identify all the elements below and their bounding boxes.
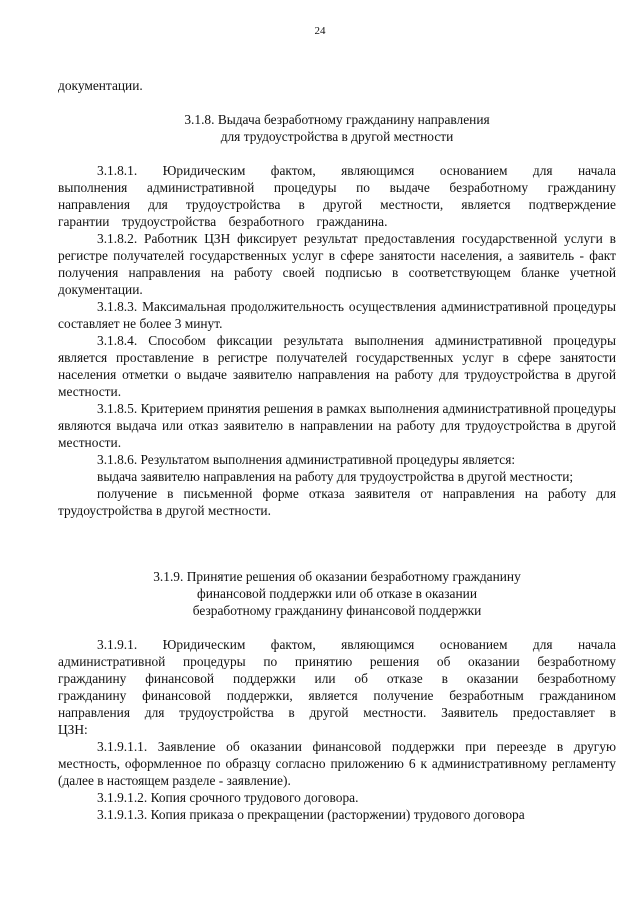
section-heading-line: финансовой поддержки или об отказе в оказании <box>197 586 477 601</box>
paragraph-3-1-8-5: 3.1.8.5. Критерием принятия решения в рамках выполнения административной процедуры являются выдача или отказ заявителю в направлении на работу для трудоустройства в другой местности. <box>58 401 616 450</box>
section-3-1-9-body <box>58 636 616 823</box>
paragraph-3-1-9-1-2: 3.1.9.1.2. Копия срочного трудового договора. <box>97 790 359 805</box>
paragraph-3-1-9-1-1: 3.1.9.1.1. Заявление об оказании финансовой поддержки при переезде в другую местность, оформленное по образцу согласно приложению 6 к административному регламенту (далее в настоящем разделе - заявление). <box>58 739 616 788</box>
continuation-line: документации. <box>58 78 143 93</box>
section-heading-line: 3.1.8. Выдача безработному гражданину направления <box>184 112 490 127</box>
paragraph-3-1-8-4: 3.1.8.4. Способом фиксации результата выполнения административной процедуры является проставление в регистре получателей государственных услуг в сфере занятости населения отметки о выдаче заявителю направления на работу для трудоустройства в другой местности. <box>58 333 616 399</box>
page-number: 24 <box>314 25 326 37</box>
continuation-text <box>58 77 616 94</box>
paragraph-3-1-8-6: 3.1.8.6. Результатом выполнения административной процедуры является: <box>97 452 516 467</box>
result-item-2: получение в письменной форме отказа заявителя от направления на работу для трудоустройства в другой местности. <box>58 486 616 518</box>
section-heading-line: 3.1.9. Принятие решения об оказании безработному гражданину <box>153 569 521 584</box>
paragraph-3-1-8-1: 3.1.8.1. Юридическим фактом, являющимся основанием для начала выполнения административной процедуры по выдаче безработному гражданину направления для трудоустройства в другой местности, является подтверждение гарантии трудоустройства безработного гражданина. <box>58 163 616 229</box>
paragraph-3-1-8-2: 3.1.8.2. Работник ЦЗН фиксирует результат предоставления государственной услуги в регистре получателей государственных услуг в сфере занятости населения, а заявитель - факт получения направления на работу своей подписью в соответствующем бланке учетной документации. <box>58 231 616 297</box>
paragraph-3-1-8-3: 3.1.8.3. Максимальная продолжительность осуществления административной процедуры составляет не более 3 минут. <box>58 299 616 331</box>
section-3-1-8-body <box>58 162 616 519</box>
result-item-1: выдача заявителю направления на работу для трудоустройства в другой местности; <box>97 469 574 484</box>
section-3-1-9-heading <box>58 568 616 619</box>
section-heading-line: для трудоустройства в другой местности <box>220 129 454 144</box>
section-3-1-8-heading <box>58 111 616 145</box>
paragraph-3-1-9-1-3: 3.1.9.1.3. Копия приказа о прекращении (расторжении) трудового договора <box>97 807 525 822</box>
section-heading-line: безработному гражданину финансовой поддержки <box>192 603 482 618</box>
paragraph-3-1-9-1: 3.1.9.1. Юридическим фактом, являющимся основанием для начала административной процедуры по принятию решения об оказании безработному гражданину финансовой поддержки или об отказе в оказании безработному гражданину финансовой поддержки, является получение безработным гражданином направления для трудоустройства в другой местности. Заявитель предоставляет в ЦЗН: <box>58 637 616 737</box>
